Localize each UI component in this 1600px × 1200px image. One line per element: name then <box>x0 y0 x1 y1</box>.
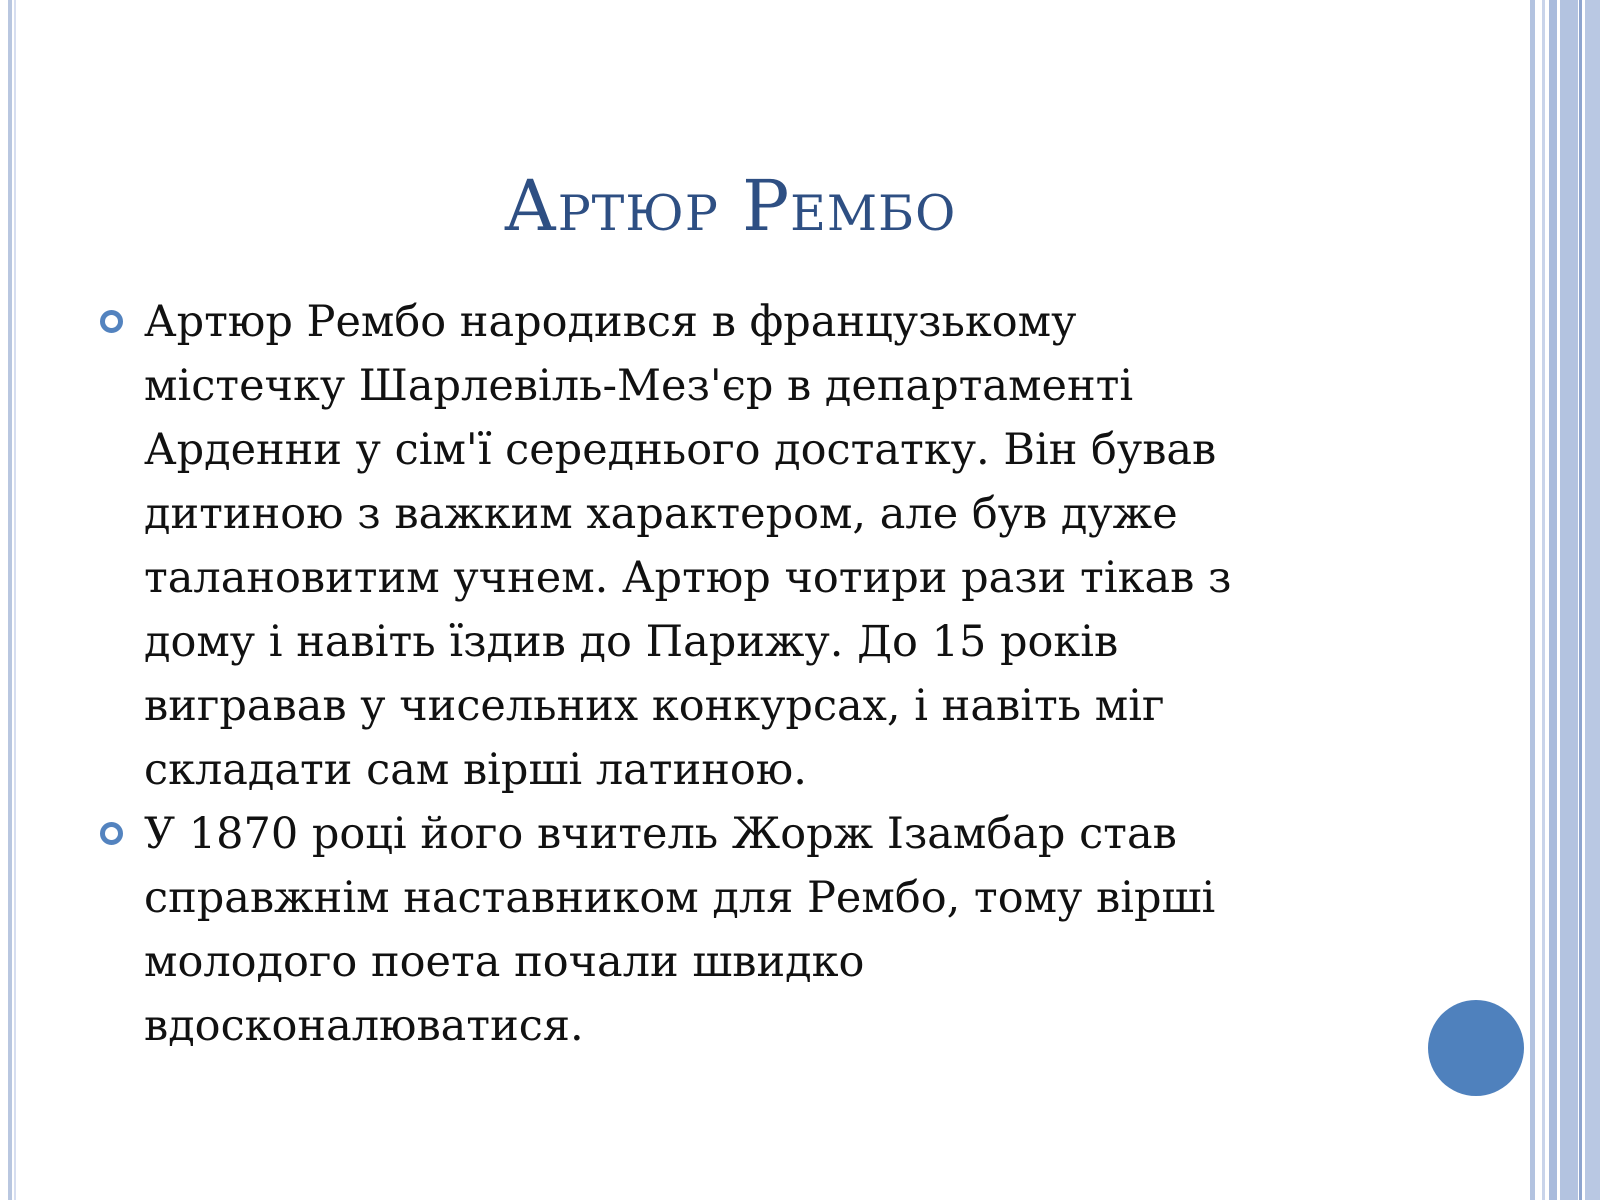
right-border-stripes <box>1530 0 1600 1200</box>
right-stripe <box>1579 0 1582 1200</box>
slide-body <box>100 290 1500 1058</box>
bullet-line: дому і навіть їздив до Парижу. До 15 років <box>144 617 1119 667</box>
ring-bullet-icon <box>100 310 123 333</box>
ring-bullet-icon <box>100 822 123 845</box>
right-stripe <box>1585 0 1600 1200</box>
right-stripe <box>1542 0 1545 1200</box>
bullet-line: дитиною з важким характером, але був дуже <box>144 489 1178 539</box>
bullet-line: вдосконалюватися. <box>144 1001 584 1051</box>
decorative-circle <box>1428 1000 1524 1096</box>
right-stripe <box>1530 0 1535 1200</box>
right-stripe <box>1560 0 1578 1200</box>
bullet-line: молодого поета почали швидко <box>144 937 865 987</box>
right-stripe <box>1549 0 1557 1200</box>
bullet-line: містечку Шарлевіль-Мез'єр в департаменті <box>144 361 1134 411</box>
bullet-line: складати сам вірші латиною. <box>144 745 807 795</box>
bullet-line: Артюр Рембо народився в французькому <box>144 297 1077 347</box>
bullet-line: У 1870 році його вчитель Жорж Ізамбар став <box>144 809 1177 859</box>
bullet-item <box>100 802 1500 1058</box>
slide-title: Артюр Рембо <box>503 165 957 247</box>
bullet-line: талановитим учнем. Артюр чотири рази тікав з <box>144 553 1232 603</box>
bullet-line: справжнім наставником для Рембо, тому вірші <box>144 873 1216 923</box>
bullet-item <box>100 290 1500 802</box>
bullet-line: Арденни у сім'ї середнього достатку. Він бував <box>144 425 1217 475</box>
bullet-line: вигравав у чисельних конкурсах, і навіть міг <box>144 681 1165 731</box>
